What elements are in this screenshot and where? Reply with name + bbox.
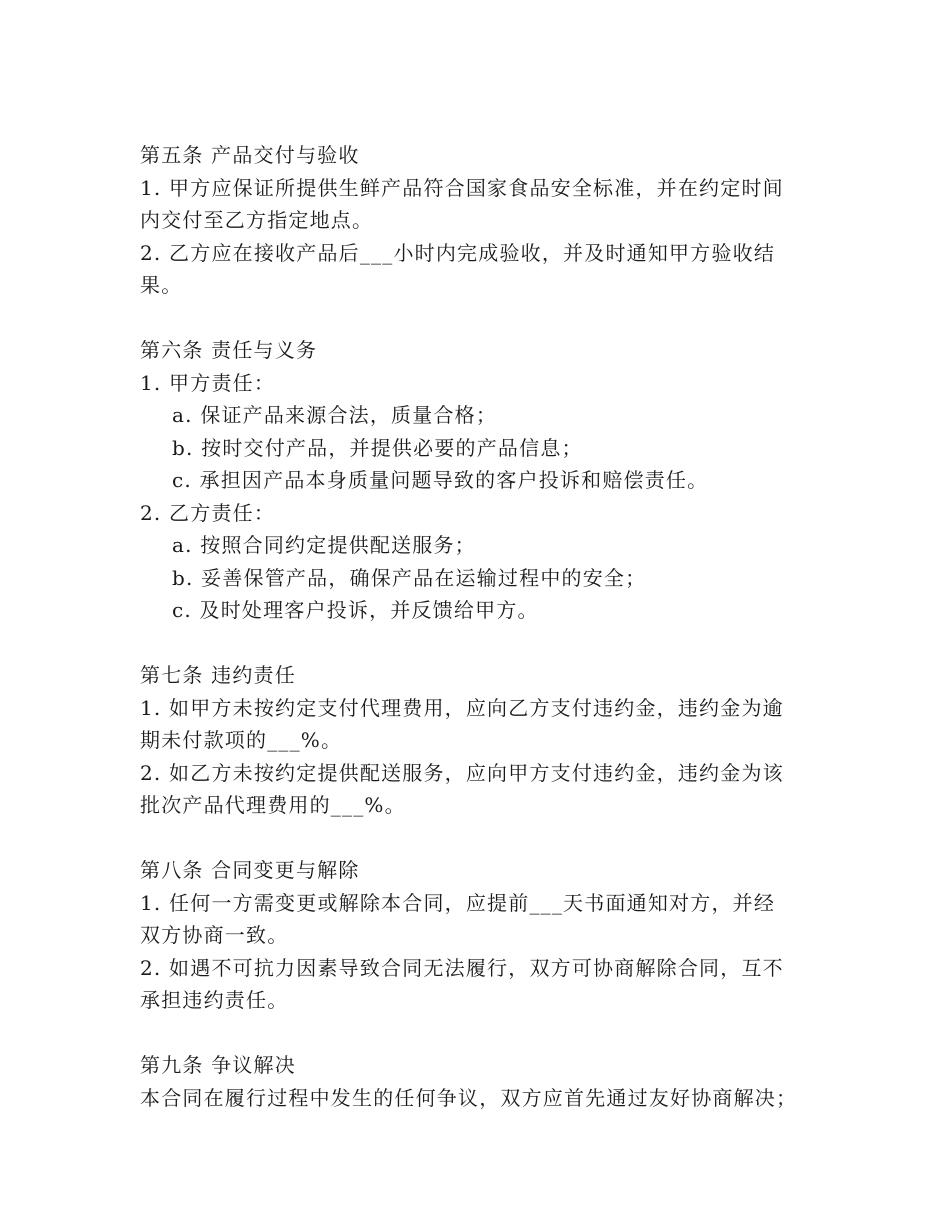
article-8-item-1-line-2: 双方协商一致。	[140, 923, 289, 947]
paragraph-gap	[140, 302, 830, 335]
article-7-heading: 第七条 违约责任	[140, 663, 296, 687]
article-5-item-1-line-2: 内交付至乙方指定地点。	[140, 208, 374, 232]
article-6-party-b-item-a: a. 按照合同约定提供配送服务；	[172, 533, 476, 557]
article-6-party-a-item-a: a. 保证产品来源合法，质量合格；	[172, 403, 498, 427]
article-7-item-1-line-2: 期未付款项的___%。	[140, 728, 343, 752]
article-6-party-b-item-c: c. 及时处理客户投诉，并反馈给甲方。	[172, 598, 539, 622]
article-5-heading: 第五条 产品交付与验收	[140, 143, 360, 167]
article-6-party-b-item-b: b. 妥善保管产品，确保产品在运输过程中的安全；	[172, 565, 647, 590]
article-8-item-2-line-1: 2. 如遇不可抗力因素导致合同无法履行，双方可协商解除合同，互不	[140, 955, 784, 980]
article-8-item-2-line-2: 承担违约责任。	[140, 988, 289, 1012]
article-6-party-b: 2. 乙方责任：	[140, 500, 276, 525]
article-8-heading: 第八条 合同变更与解除	[140, 858, 360, 882]
article-6-party-a-item-c: c. 承担因产品本身质量问题导致的客户投诉和赔偿责任。	[172, 468, 709, 492]
article-6-party-a-item-b: b. 按时交付产品，并提供必要的产品信息；	[172, 435, 583, 460]
article-5-item-2-line-2: 果。	[140, 273, 183, 297]
document-body	[140, 139, 830, 1114]
article-7-item-1-line-1: 1. 如甲方未按约定支付代理费用，应向乙方支付违约金，违约金为逾	[140, 695, 784, 720]
article-5-item-2-line-1: 2. 乙方应在接收产品后___小时内完成验收，并及时通知甲方验收结	[140, 240, 776, 265]
article-7-item-2-line-1: 2. 如乙方未按约定提供配送服务，应向甲方支付违约金，违约金为该	[140, 760, 784, 785]
paragraph-gap	[140, 822, 830, 855]
paragraph-gap	[140, 627, 830, 660]
article-6-party-a: 1. 甲方责任：	[140, 370, 276, 395]
article-8-item-1-line-1: 1. 任何一方需变更或解除本合同，应提前___天书面通知对方，并经	[140, 890, 776, 915]
article-9-line-1: 本合同在履行过程中发生的任何争议，双方应首先通过友好协商解决；	[140, 1085, 798, 1110]
article-6-heading: 第六条 责任与义务	[140, 338, 318, 362]
article-9-heading: 第九条 争议解决	[140, 1053, 296, 1077]
paragraph-gap	[140, 1017, 830, 1050]
article-5-item-1-line-1: 1. 甲方应保证所提供生鲜产品符合国家食品安全标准，并在约定时间	[140, 175, 784, 200]
article-7-item-2-line-2: 批次产品代理费用的___%。	[140, 793, 406, 817]
